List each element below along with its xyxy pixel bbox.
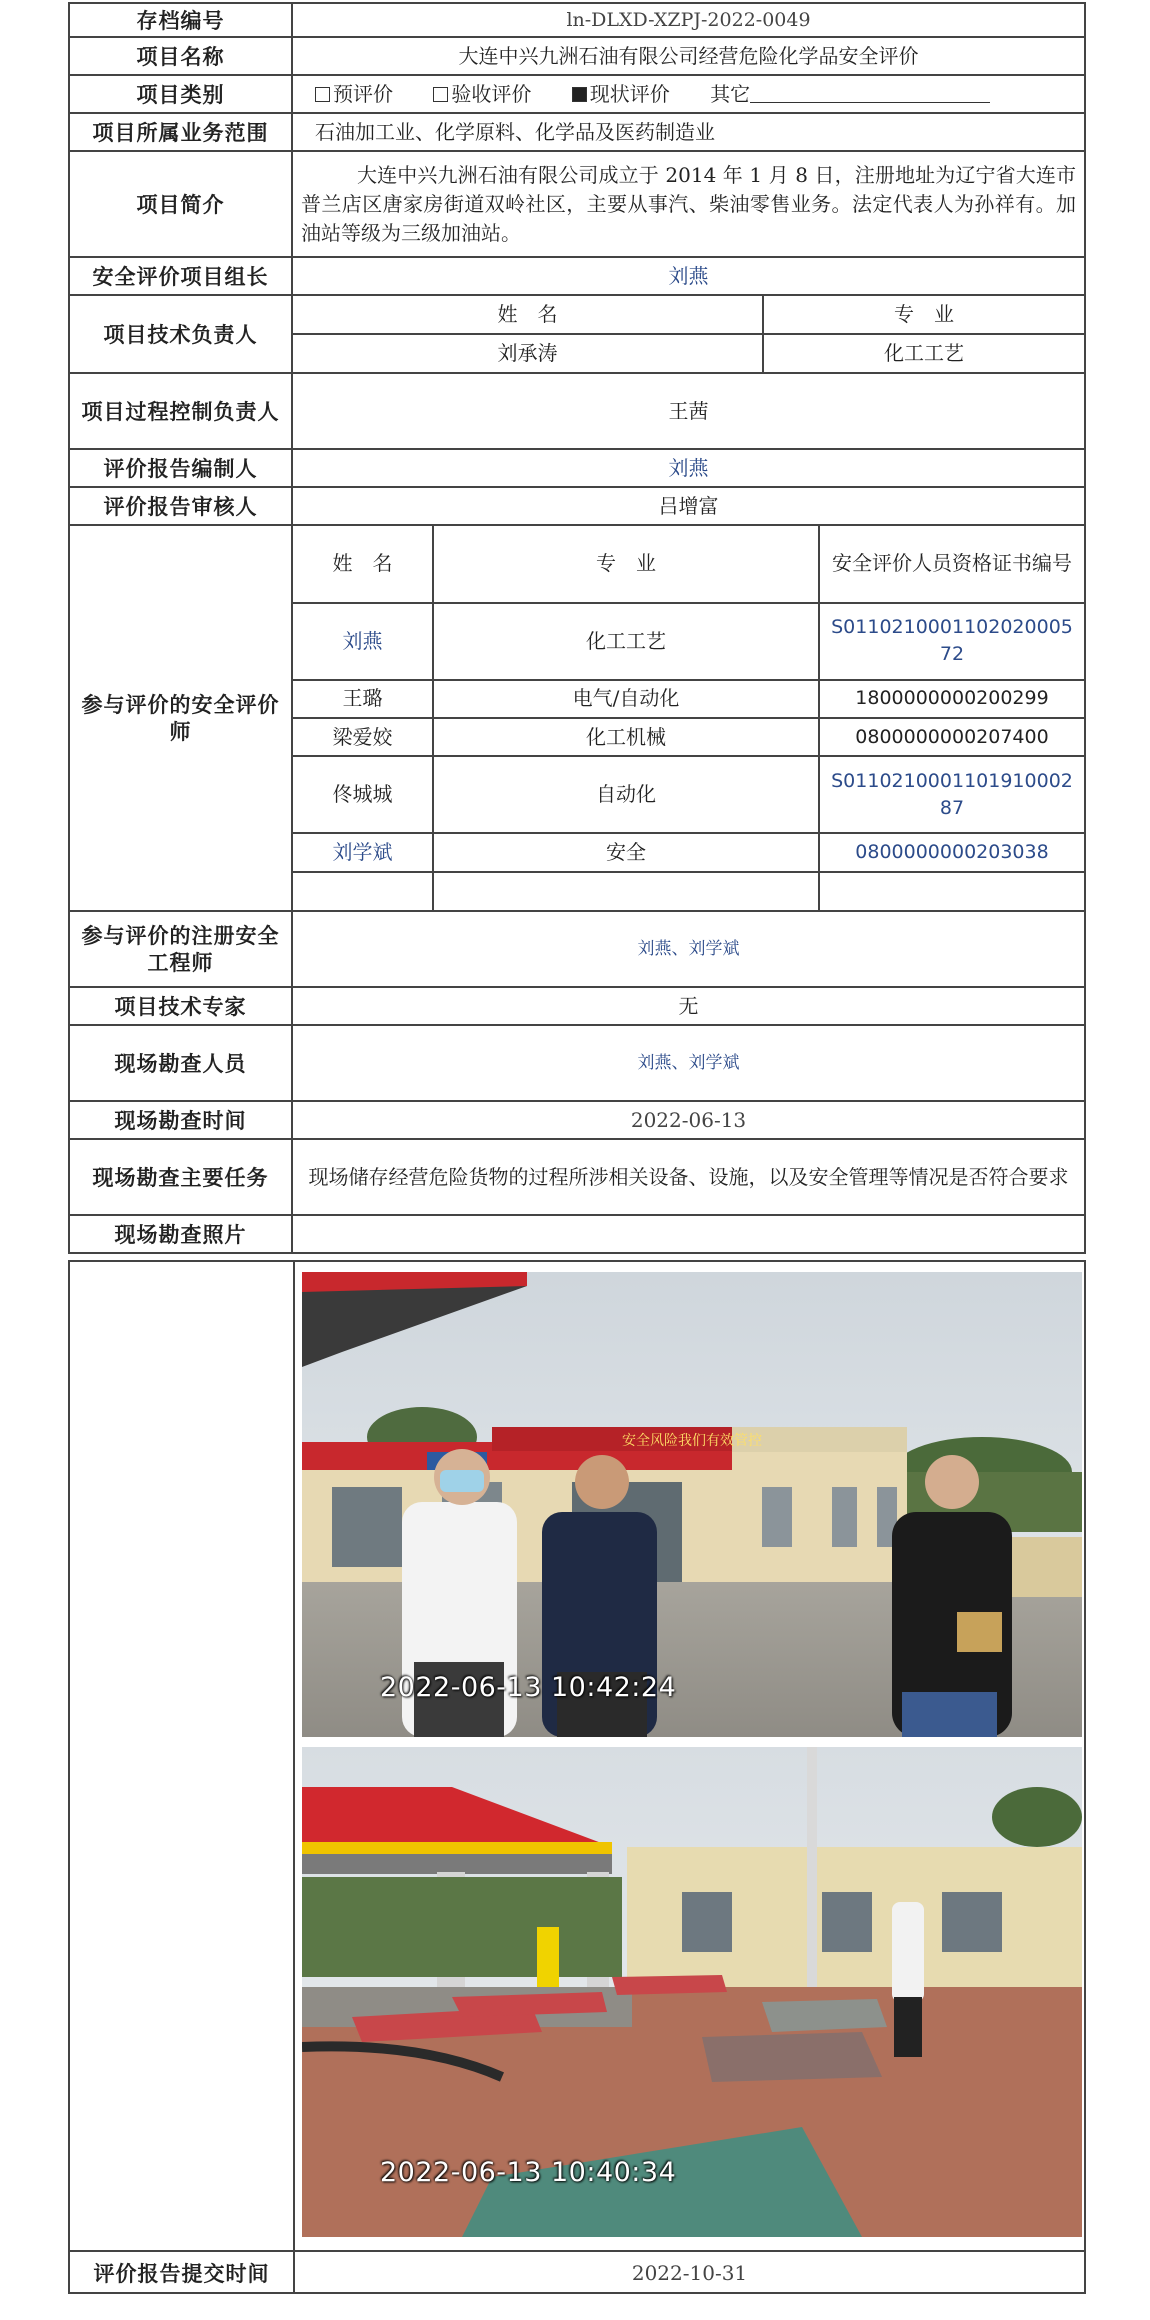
evaluator-row-empty [293, 872, 1084, 910]
evaluation-record-sheet [68, 2, 1086, 1254]
row-business-scope [69, 113, 1085, 151]
site-staff-value: 刘燕、刘学斌 [292, 1025, 1085, 1101]
report-author-label: 评价报告编制人 [69, 449, 292, 487]
archive-no-label: 存档编号 [69, 3, 292, 37]
row-site-task [69, 1139, 1085, 1215]
evaluator-name: 刘燕 [293, 603, 433, 680]
evaluator-major: 电气/自动化 [433, 680, 819, 718]
evaluator-name: 梁爱姣 [293, 718, 433, 756]
evaluator-name: 王璐 [293, 680, 433, 718]
row-site-staff [69, 1025, 1085, 1101]
intro-value: 大连中兴九洲石油有限公司成立于 2014 年 1 月 8 日，注册地址为辽宁省大连市普兰店区唐家房街道双岭社区，主要从事汽、柴油零售业务。法定代表人为孙祥有。加油站等级为三级加油站。 [292, 151, 1085, 257]
evaluator-major: 安全 [433, 833, 819, 871]
site-photo-2 [302, 1747, 1082, 2237]
row-site-photos [69, 1215, 1085, 1253]
site-date-label: 现场勘查时间 [69, 1101, 292, 1139]
checkbox-icon [433, 87, 448, 102]
reg-engineers-label: 参与评价的注册安全工程师 [69, 911, 292, 987]
evaluator-row [293, 603, 1084, 680]
row-archive-no [69, 3, 1085, 37]
evaluator-row [293, 680, 1084, 718]
tech-lead-cell [292, 295, 1085, 373]
submit-time-label: 评价报告提交时间 [93, 2261, 270, 2286]
row-report-reviewer [69, 487, 1085, 525]
photo-2-timestamp: 2022-06-13 10:40:34 [380, 2157, 677, 2188]
photo-1-timestamp: 2022-06-13 10:42:24 [380, 1672, 677, 1703]
evaluators-table [293, 526, 1084, 910]
project-name-value: 大连中兴九洲石油有限公司经营危险化学品安全评价 [292, 37, 1085, 75]
row-evaluators [69, 525, 1085, 911]
row-report-author [69, 449, 1085, 487]
tech-lead-major: 化工工艺 [763, 334, 1084, 372]
business-scope-label: 项目所属业务范围 [69, 113, 292, 151]
process-control-label: 项目过程控制负责人 [69, 373, 292, 449]
report-reviewer-label: 评价报告审核人 [69, 487, 292, 525]
tech-lead-col-name: 姓 名 [293, 296, 763, 334]
submit-time-value: 2022-10-31 [631, 2261, 748, 2285]
team-leader-label: 安全评价项目组长 [69, 257, 292, 295]
site-staff-label: 现场勘查人员 [69, 1025, 292, 1101]
row-reg-engineers [69, 911, 1085, 987]
row-project-name [69, 37, 1085, 75]
site-task-value: 现场储存经营危险货物的过程所涉相关设备、设施，以及安全管理等情况是否符合要求 [292, 1139, 1085, 1215]
evaluator-row [293, 756, 1084, 833]
evaluator-name: 佟城城 [293, 756, 433, 833]
tech-lead-name: 刘承涛 [293, 334, 763, 372]
evaluator-major: 自动化 [433, 756, 819, 833]
site-photo-1 [302, 1272, 1082, 1737]
project-name-label: 项目名称 [69, 37, 292, 75]
tech-lead-label: 项目技术负责人 [69, 295, 292, 373]
evaluator-major: 化工工艺 [433, 603, 819, 680]
type-option-current: 现状评价 [572, 82, 670, 106]
intro-label: 项目简介 [69, 151, 292, 257]
photos-block [68, 1260, 1086, 2294]
evaluator-name: 刘学斌 [293, 833, 433, 871]
gas-station-building-photo [302, 1272, 1082, 1737]
business-scope-value: 石油加工业、化学原料、化学品及医药制造业 [292, 113, 1085, 151]
tech-expert-value: 无 [292, 987, 1085, 1025]
tech-expert-label: 项目技术专家 [69, 987, 292, 1025]
evaluators-cell [292, 525, 1085, 911]
type-option-acceptance: 验收评价 [433, 82, 531, 106]
tech-lead-col-major: 专 业 [763, 296, 1084, 334]
report-author-value: 刘燕 [292, 449, 1085, 487]
checkbox-checked-icon [572, 87, 587, 102]
report-reviewer-value: 吕增富 [292, 487, 1085, 525]
evaluator-row [293, 718, 1084, 756]
row-team-leader [69, 257, 1085, 295]
archive-no-value: ln-DLXD-XZPJ-2022-0049 [292, 3, 1085, 37]
process-control-value: 王茜 [292, 373, 1085, 449]
evaluators-col-major: 专 业 [433, 526, 819, 603]
project-type-options [292, 75, 1085, 113]
row-site-date [69, 1101, 1085, 1139]
evaluator-cert: 0800000000207400 [819, 718, 1084, 756]
evaluators-label: 参与评价的安全评价师 [69, 525, 292, 911]
reg-engineers-value: 刘燕、刘学斌 [292, 911, 1085, 987]
record-table [68, 2, 1086, 1254]
tech-lead-table [293, 296, 1084, 372]
type-option-other: 其它 [710, 81, 751, 106]
team-leader-value: 刘燕 [292, 257, 1085, 295]
type-option-pre: 预评价 [315, 82, 393, 106]
evaluator-cert: S011021000110191000287 [819, 756, 1084, 833]
row-intro [69, 151, 1085, 257]
evaluator-row [293, 833, 1084, 871]
other-underline [750, 85, 990, 103]
evaluator-cert: S011021000110202000572 [819, 603, 1084, 680]
banner-sign-text: 安全风险我们有效管控 [622, 1433, 762, 1449]
project-type-label: 项目类别 [69, 75, 292, 113]
evaluators-col-name: 姓 名 [293, 526, 433, 603]
checkbox-icon [315, 87, 330, 102]
site-photos-label: 现场勘查照片 [69, 1215, 292, 1253]
evaluators-col-cert: 安全评价人员资格证书编号 [819, 526, 1084, 603]
row-submit-time [70, 2250, 1084, 2294]
evaluator-cert: 1800000000200299 [819, 680, 1084, 718]
site-date-value: 2022-06-13 [292, 1101, 1085, 1139]
row-project-type [69, 75, 1085, 113]
evaluator-major: 化工机械 [433, 718, 819, 756]
site-task-label: 现场勘查主要任务 [69, 1139, 292, 1215]
evaluator-cert: 0800000000203038 [819, 833, 1084, 871]
row-process-control [69, 373, 1085, 449]
row-tech-lead [69, 295, 1085, 373]
row-tech-expert [69, 987, 1085, 1025]
